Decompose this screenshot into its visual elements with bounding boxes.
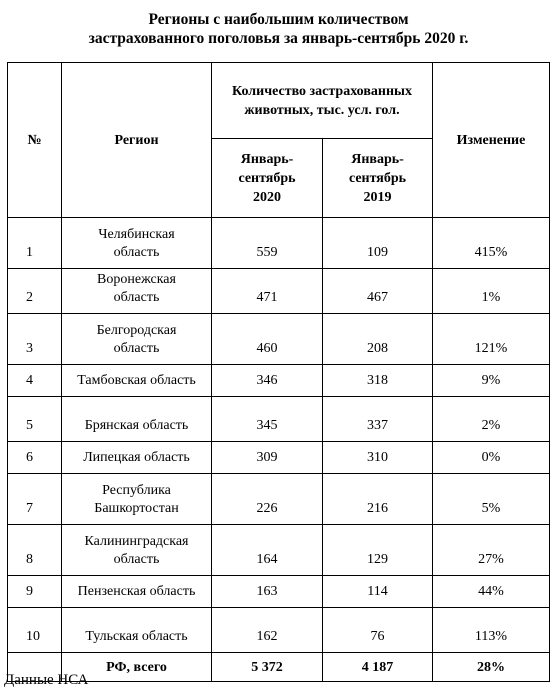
row-2020: 309 bbox=[212, 442, 323, 474]
row-num: 10 bbox=[8, 608, 62, 653]
table-row bbox=[8, 218, 550, 269]
table-row-total bbox=[8, 653, 550, 682]
row-region-label: Воронежская область bbox=[97, 272, 176, 305]
row-2020: 345 bbox=[212, 397, 323, 442]
row-region: Брянская область bbox=[62, 397, 212, 442]
row-change: 9% bbox=[433, 365, 550, 397]
title-line-2: застрахованного поголовья за январь-сентябрь 2020 г. bbox=[88, 30, 469, 47]
row-change: 5% bbox=[433, 474, 550, 525]
insured-livestock-table bbox=[7, 62, 550, 682]
row-2020: 346 bbox=[212, 365, 323, 397]
row-2019: 114 bbox=[323, 576, 433, 608]
row-region-label: Белгородская область bbox=[96, 323, 177, 356]
header-2019 bbox=[323, 139, 433, 218]
header-change: Изменение bbox=[433, 63, 550, 218]
header-insured-count-label: Количество застрахованных животных, тыс. усл. гол. bbox=[232, 83, 412, 118]
row-region-label: Калининградская область bbox=[84, 534, 189, 567]
row-num: 7 bbox=[8, 474, 62, 525]
row-2019: 318 bbox=[323, 365, 433, 397]
row-2019: 129 bbox=[323, 525, 433, 576]
row-2019: 76 bbox=[323, 608, 433, 653]
header-insured-count bbox=[212, 63, 433, 139]
row-change: 121% bbox=[433, 314, 550, 365]
row-num: 1 bbox=[8, 218, 62, 269]
total-2019: 4 187 bbox=[323, 653, 433, 682]
table-row bbox=[8, 314, 550, 365]
row-2019: 310 bbox=[323, 442, 433, 474]
table-row bbox=[8, 365, 550, 397]
row-2020: 163 bbox=[212, 576, 323, 608]
row-region bbox=[62, 474, 212, 525]
row-region-label: Челябинская область bbox=[98, 227, 175, 260]
table-row bbox=[8, 269, 550, 314]
table-row bbox=[8, 442, 550, 474]
row-num: 5 bbox=[8, 397, 62, 442]
row-2020: 164 bbox=[212, 525, 323, 576]
row-change: 415% bbox=[433, 218, 550, 269]
header-2020-label: Январь-сентябрь 2020 bbox=[238, 151, 296, 205]
row-change: 0% bbox=[433, 442, 550, 474]
row-num: 4 bbox=[8, 365, 62, 397]
row-region bbox=[62, 314, 212, 365]
title-line-1: Регионы с наибольшим количеством bbox=[148, 11, 409, 28]
table-row bbox=[8, 608, 550, 653]
header-2020 bbox=[212, 139, 323, 218]
header-2019-label: Январь-сентябрь 2019 bbox=[348, 151, 407, 205]
table-title bbox=[0, 10, 557, 48]
row-2019: 216 bbox=[323, 474, 433, 525]
table-row bbox=[8, 576, 550, 608]
row-2020: 460 bbox=[212, 314, 323, 365]
row-2019: 467 bbox=[323, 269, 433, 314]
table-row bbox=[8, 525, 550, 576]
source-note: Данные НСА bbox=[4, 672, 89, 688]
row-region bbox=[62, 218, 212, 269]
row-2020: 226 bbox=[212, 474, 323, 525]
row-change: 44% bbox=[433, 576, 550, 608]
total-change: 28% bbox=[433, 653, 550, 682]
table-row bbox=[8, 474, 550, 525]
row-num: 3 bbox=[8, 314, 62, 365]
row-2020: 471 bbox=[212, 269, 323, 314]
row-region bbox=[62, 269, 212, 314]
row-num: 8 bbox=[8, 525, 62, 576]
row-region-label: Республика Башкортостан bbox=[94, 483, 179, 516]
row-region: Пензенская область bbox=[62, 576, 212, 608]
row-2020: 162 bbox=[212, 608, 323, 653]
row-change: 27% bbox=[433, 525, 550, 576]
row-2019: 337 bbox=[323, 397, 433, 442]
row-change: 113% bbox=[433, 608, 550, 653]
header-num: № bbox=[8, 63, 62, 218]
row-change: 1% bbox=[433, 269, 550, 314]
row-num: 6 bbox=[8, 442, 62, 474]
total-label: РФ, всего bbox=[62, 653, 212, 682]
row-num: 2 bbox=[8, 269, 62, 314]
row-change: 2% bbox=[433, 397, 550, 442]
row-2020: 559 bbox=[212, 218, 323, 269]
row-num: 9 bbox=[8, 576, 62, 608]
row-region: Тамбовская область bbox=[62, 365, 212, 397]
row-2019: 109 bbox=[323, 218, 433, 269]
header-region: Регион bbox=[62, 63, 212, 218]
row-region bbox=[62, 525, 212, 576]
total-2020: 5 372 bbox=[212, 653, 323, 682]
row-2019: 208 bbox=[323, 314, 433, 365]
row-region: Тульская область bbox=[62, 608, 212, 653]
row-region: Липецкая область bbox=[62, 442, 212, 474]
table-row bbox=[8, 397, 550, 442]
